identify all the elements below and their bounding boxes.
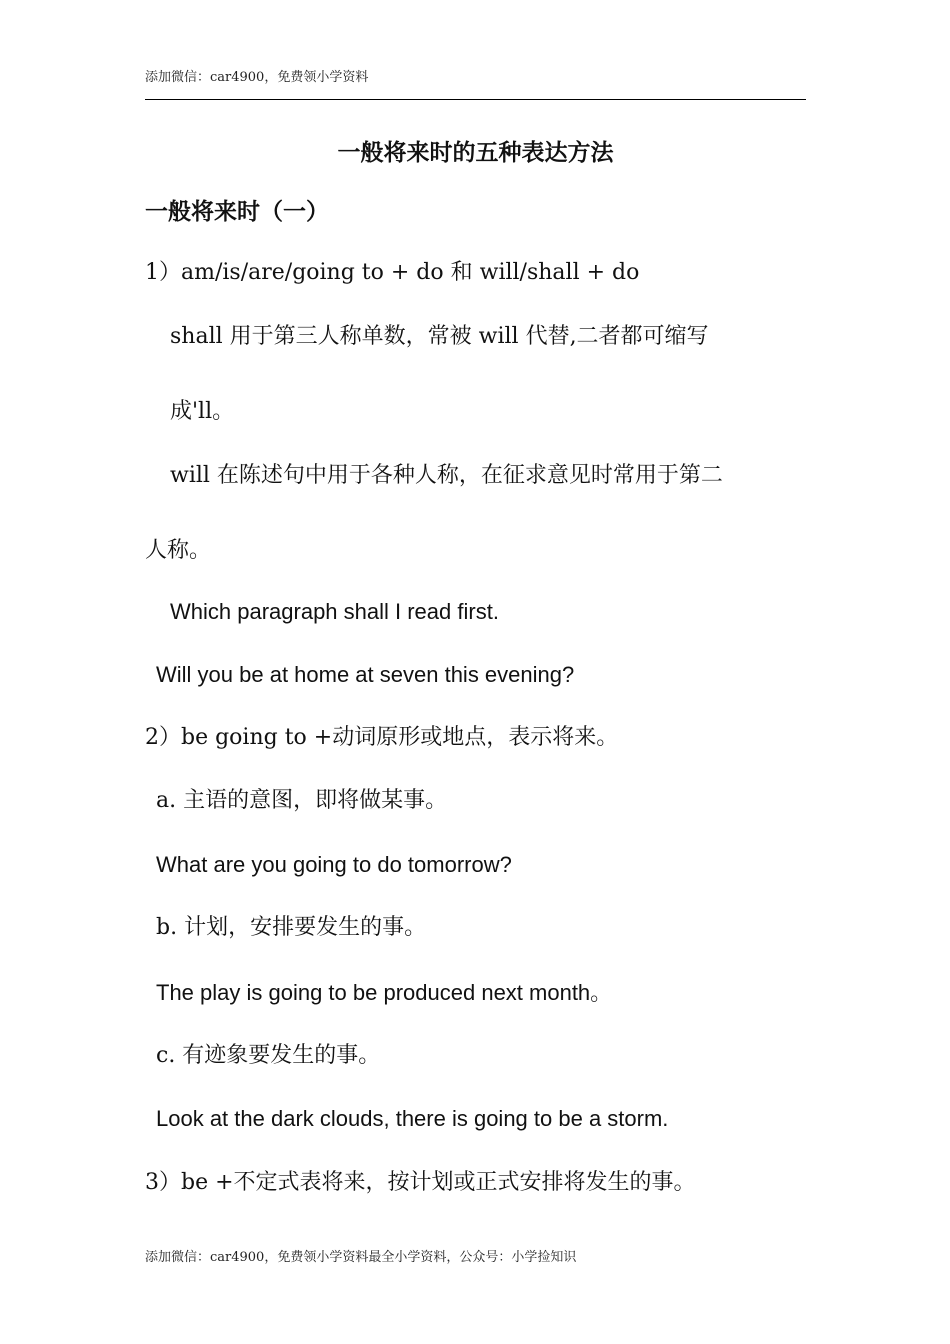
page-title: 一般将来时的五种表达方法 <box>337 140 614 166</box>
page-header: 添加微信：car4900，免费领小学资料 <box>145 70 369 85</box>
sub-point-b: b. 计划，安排要发生的事。 <box>156 915 427 940</box>
example-sentence: What are you going to do tomorrow? <box>156 852 512 877</box>
header-divider <box>145 99 806 100</box>
example-sentence: The play is going to be produced next month。 <box>156 980 613 1005</box>
sub-point-c: c. 有迹象要发生的事。 <box>156 1043 381 1068</box>
rule-1-heading: 1）am/is/are/going to + do 和 will/shall + do <box>145 260 640 285</box>
example-sentence: Look at the dark clouds, there is going to be a storm. <box>156 1106 669 1131</box>
rule-2-heading: 2）be going to +动词原形或地点，表示将来。 <box>145 725 619 750</box>
paragraph-line: will 在陈述句中用于各种人称，在征求意见时常用于第二 <box>170 463 723 488</box>
example-sentence: Which paragraph shall I read first. <box>170 599 499 624</box>
section-heading: 一般将来时（一） <box>145 199 329 225</box>
paragraph-line: shall 用于第三人称单数，常被 will 代替,二者都可缩写 <box>170 324 709 349</box>
paragraph-line: 人称。 <box>145 538 212 563</box>
paragraph-line: 成'll。 <box>170 399 235 424</box>
page-footer: 添加微信：car4900，免费领小学资料最全小学资料，公众号：小学捡知识 <box>145 1250 577 1265</box>
sub-point-a: a. 主语的意图，即将做某事。 <box>156 788 448 813</box>
rule-3-heading: 3）be +不定式表将来，按计划或正式安排将发生的事。 <box>145 1170 696 1195</box>
example-sentence: Will you be at home at seven this evening? <box>156 662 575 687</box>
